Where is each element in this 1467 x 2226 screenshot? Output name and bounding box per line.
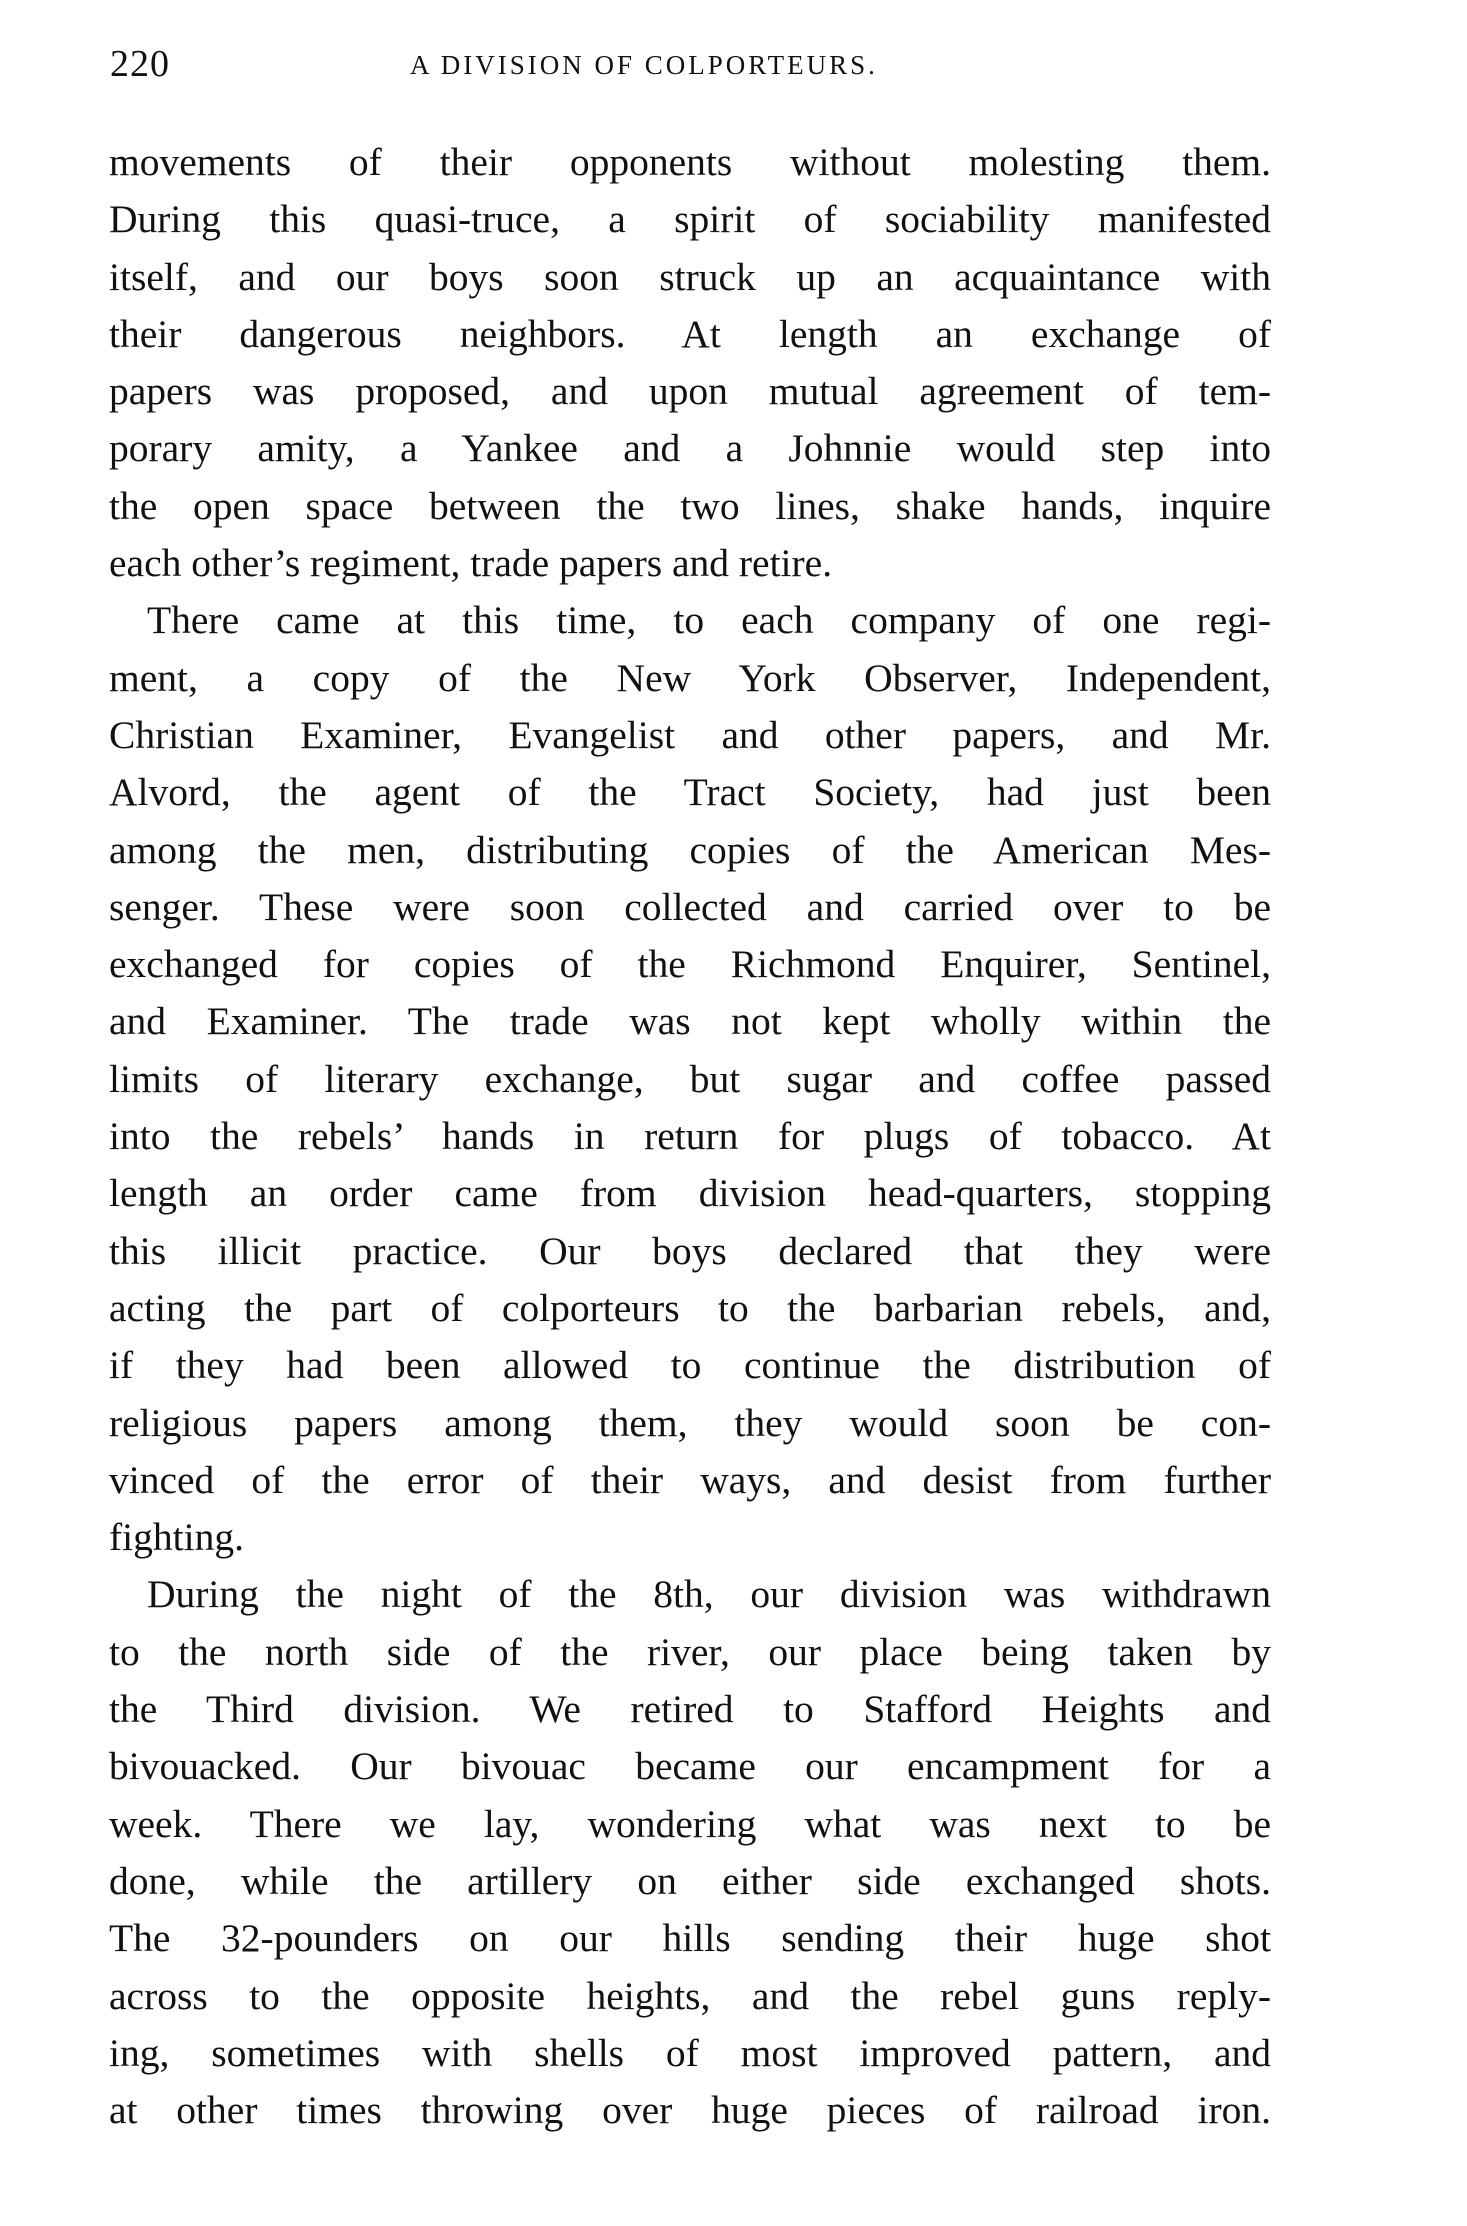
text-line: The 32-pounders on our hills sending their huge shot — [109, 1916, 1271, 1961]
text-line: Alvord, the agent of the Tract Society, had just been — [109, 770, 1271, 815]
text-line: into the rebels’ hands in return for plugs of tobacco. At — [109, 1114, 1271, 1159]
text-line: itself, and our boys soon struck up an acquaintance with — [109, 254, 1271, 299]
text-line: During this quasi-truce, a spirit of sociability manifested — [109, 197, 1271, 242]
text-line: at other times throwing over huge pieces of railroad iron. — [109, 2088, 1271, 2133]
text-line: the Third division. We retired to Stafford Heights and — [109, 1687, 1271, 1732]
text-line: exchanged for copies of the Richmond Enquirer, Sentinel, — [109, 942, 1271, 987]
page-header — [110, 42, 1270, 92]
text-line: porary amity, a Yankee and a Johnnie would step into — [109, 426, 1271, 471]
text-line: and Examiner. The trade was not kept wholly within the — [109, 999, 1271, 1044]
text-line: across to the opposite heights, and the rebel guns reply- — [109, 1973, 1271, 2018]
text-line: vinced of the error of their ways, and desist from further — [109, 1457, 1271, 1502]
text-line: length an order came from division head-quarters, stopping — [109, 1171, 1271, 1216]
text-line: ment, a copy of the New York Observer, Independent, — [109, 655, 1271, 700]
text-line: movements of their opponents without molesting them. — [109, 140, 1271, 184]
text-line: bivouacked. Our bivouac became our encampment for a — [109, 1744, 1271, 1789]
text-line: There came at this time, to each company of one regi- — [147, 598, 1271, 643]
running-head: A DIVISION OF COLPORTEURS. — [410, 50, 878, 80]
text-line: their dangerous neighbors. At length an exchange of — [109, 311, 1271, 356]
text-line: During the night of the 8th, our division was withdrawn — [147, 1572, 1271, 1617]
text-line: this illicit practice. Our boys declared that they were — [109, 1228, 1271, 1273]
text-line: to the north side of the river, our place being taken by — [109, 1629, 1271, 1674]
page-number: 220 — [110, 43, 170, 85]
text-line: among the men, distributing copies of the American Mes- — [109, 827, 1271, 872]
text-line: done, while the artillery on either side exchanged shots. — [109, 1858, 1271, 1903]
text-line: acting the part of colporteurs to the barbarian rebels, and, — [109, 1285, 1271, 1330]
text-line: papers was proposed, and upon mutual agreement of tem- — [109, 369, 1271, 414]
text-line: religious papers among them, they would soon be con- — [109, 1400, 1271, 1445]
text-line: ing, sometimes with shells of most improved pattern, and — [109, 2030, 1271, 2075]
text-line: limits of literary exchange, but sugar and coffee passed — [109, 1056, 1271, 1101]
text-line: if they had been allowed to continue the distribution of — [109, 1343, 1271, 1388]
body-text — [109, 134, 1271, 2139]
text-line: each other’s regiment, trade papers and retire. — [109, 541, 833, 586]
text-line: Christian Examiner, Evangelist and other papers, and Mr. — [109, 712, 1271, 757]
text-line: week. There we lay, wondering what was next to be — [109, 1801, 1271, 1846]
text-line: the open space between the two lines, shake hands, inquire — [109, 483, 1271, 528]
text-line: senger. These were soon collected and carried over to be — [109, 884, 1271, 929]
text-line: fighting. — [109, 1515, 244, 1560]
